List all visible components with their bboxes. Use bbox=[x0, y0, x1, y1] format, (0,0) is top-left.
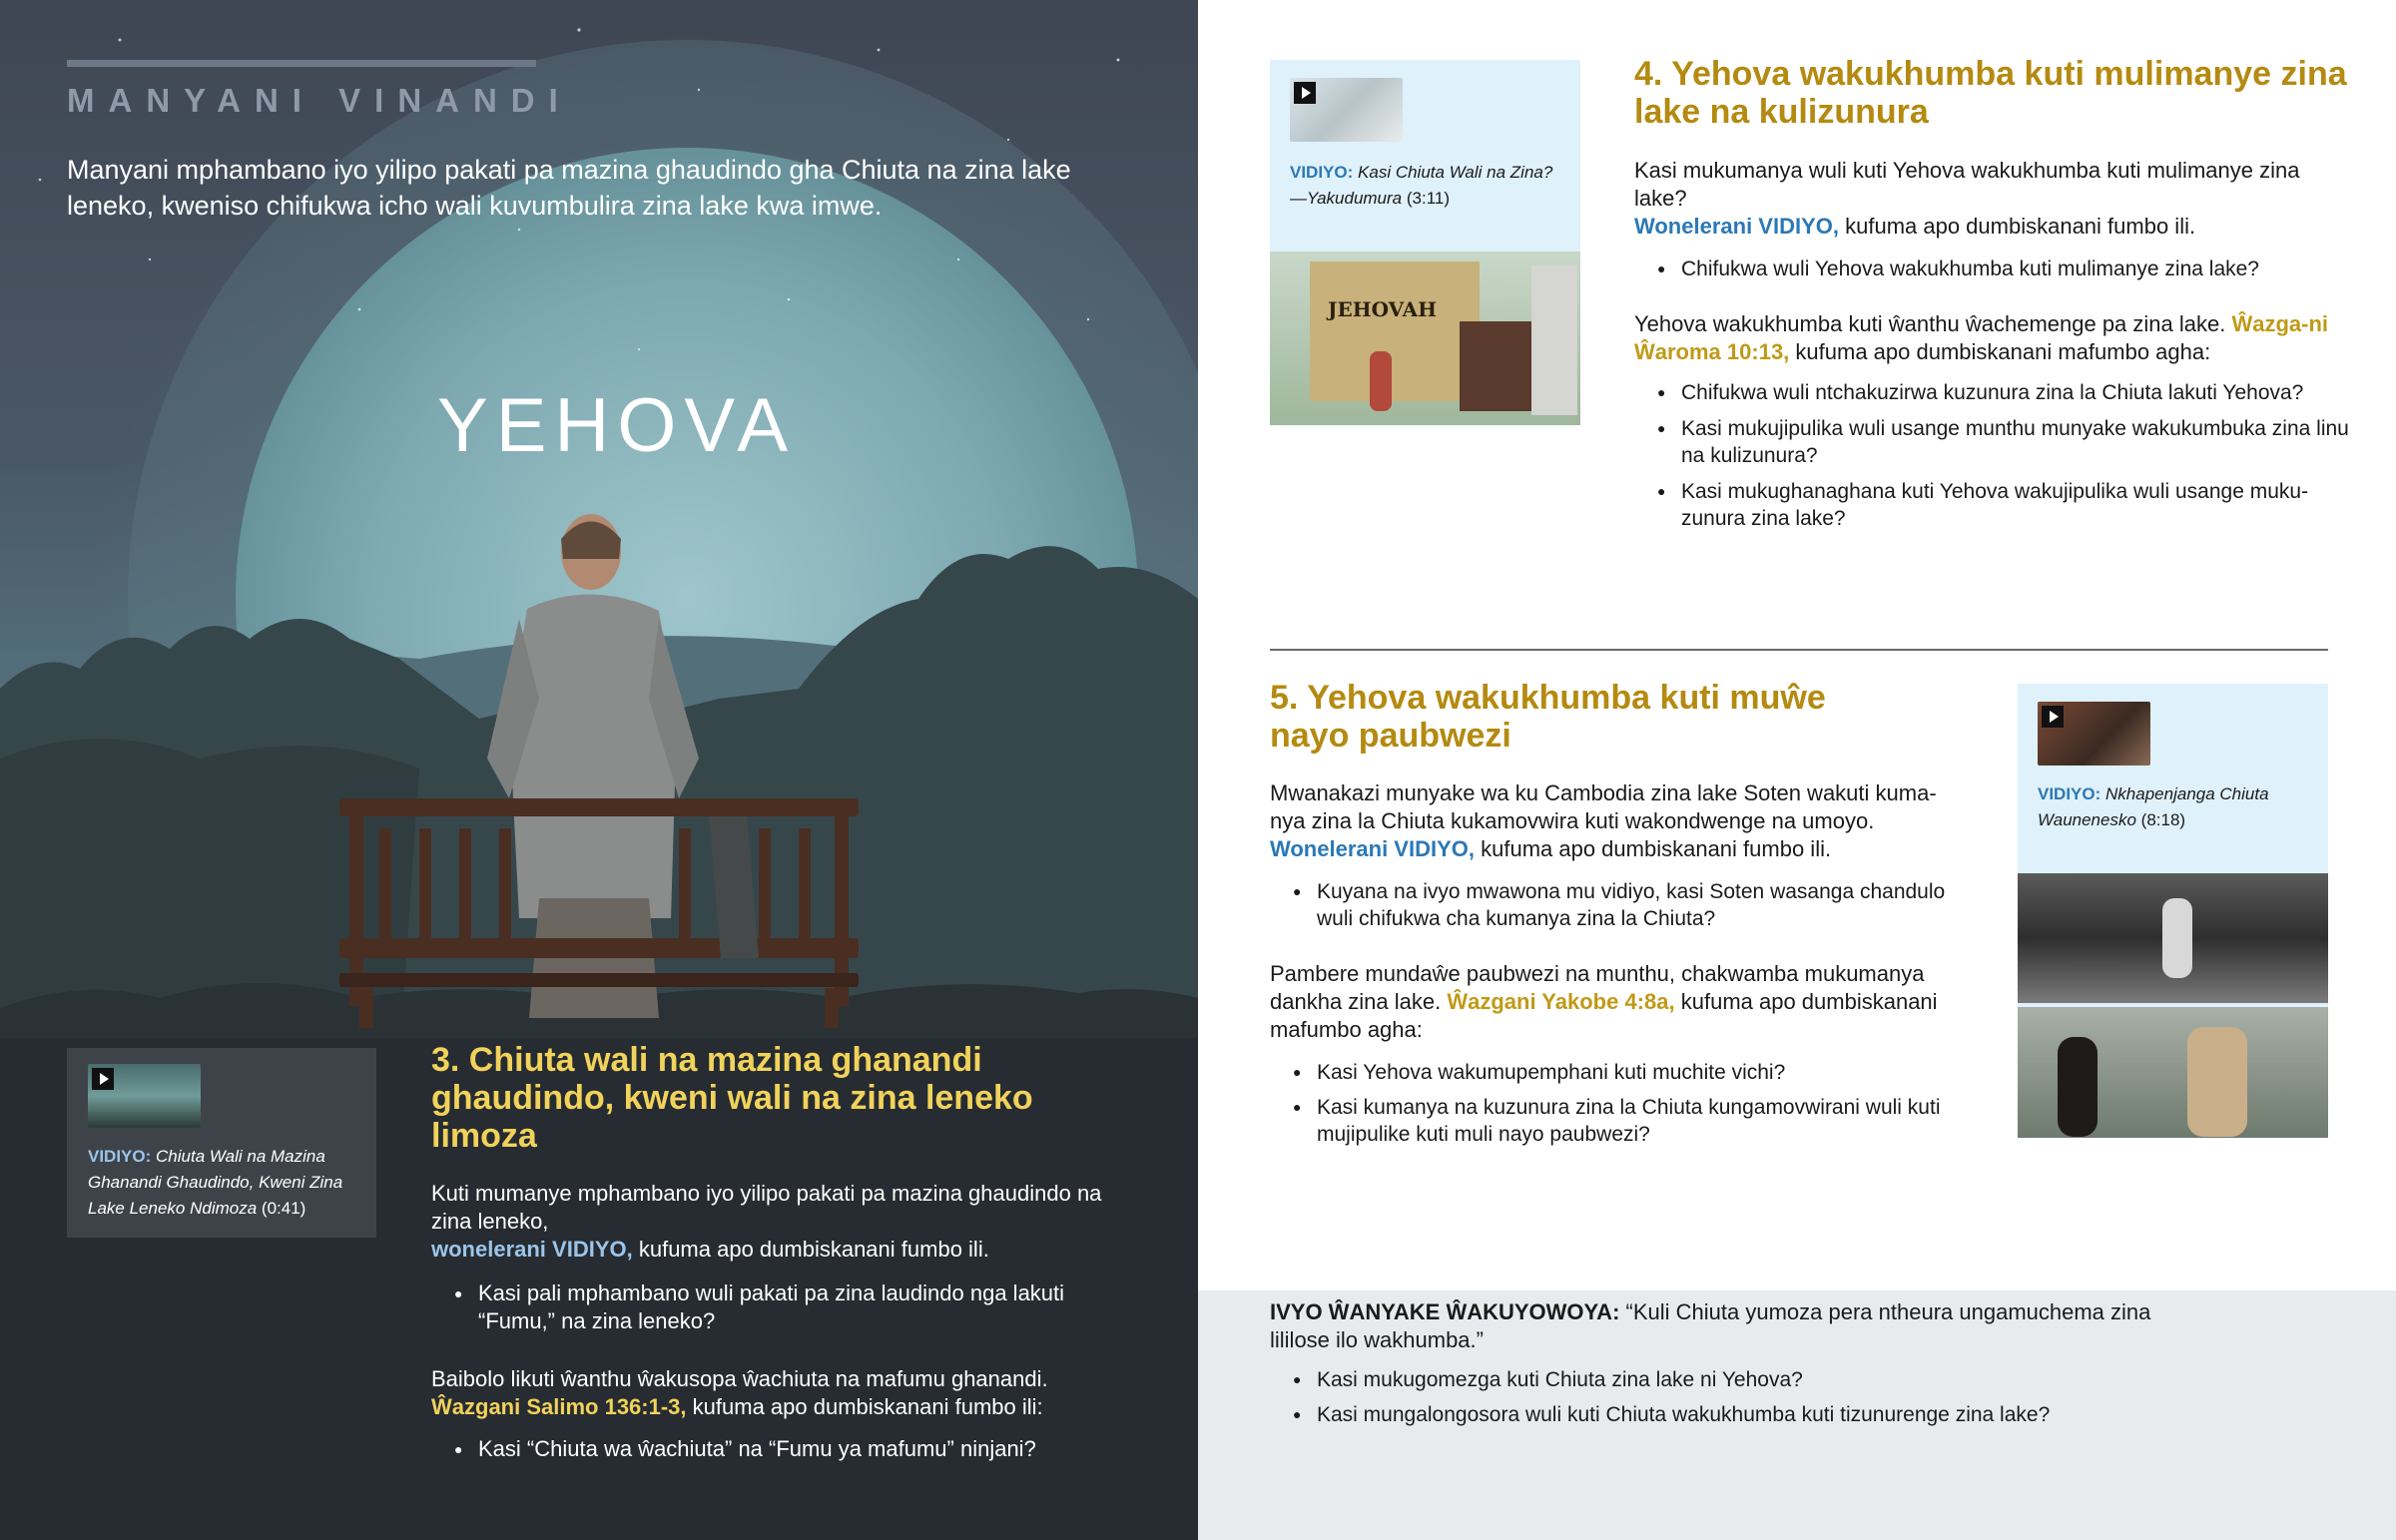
section4-title: 4. Yehova wakukhumba kuti mulimanye zina lake na kulizunura bbox=[1634, 55, 2347, 131]
section5-bullet3: ● Kasi kumanya na kuzunura zina la Chiuta kungamovwirani wuli kuti mujipulike kuti muli nayo paubwezi? bbox=[1293, 1094, 1972, 1148]
video-thumbnail[interactable] bbox=[1290, 78, 1403, 142]
section3-bullet2: ● Kasi “Chiuta wa ŵachiuta” na “Fumu ya mafumu” ninjani? bbox=[454, 1435, 1133, 1463]
video-card-section3[interactable] bbox=[67, 1048, 376, 1238]
section3-paragraph1: Kuti mumanye mphambano iyo yilipo pakati pa mazina ghaudindo na zina leneko, wonelerani VIDIYO, kufuma apo dumbiskanani fumbo ili. bbox=[431, 1181, 1102, 1262]
section4-paragraph1: Kasi mukumanya wuli kuti Yehova wakukhumba kuti mulimanye zina lake? Wonelerani VIDIYO, kufuma apo dumbiskanani fumbo ili. bbox=[1634, 158, 2300, 239]
man-figure bbox=[2187, 1027, 2247, 1137]
video-caption bbox=[1290, 160, 1569, 212]
video-thumbnail[interactable] bbox=[88, 1064, 201, 1128]
right-panel bbox=[1198, 0, 2396, 1540]
watch-video-link[interactable]: wonelerani VIDIYO, bbox=[431, 1237, 633, 1262]
play-icon[interactable] bbox=[1294, 82, 1316, 104]
video-duration: (8:18) bbox=[2140, 810, 2186, 829]
video-title[interactable]: Kasi Chiuta Wali na Zina?—Yakudumura bbox=[1290, 163, 1553, 208]
section4-paragraph2: Yehova wakukhumba kuti ŵanthu ŵachemenge pa zina lake. Ŵazga-ni Ŵaroma 10:13, kufuma apo dumbiskanani mafumbo agha: bbox=[1634, 311, 2329, 364]
section4-bullet1: ● Chifukwa wuli Yehova wakukhumba kuti mulimanye zina lake? bbox=[1657, 256, 2356, 282]
video-still-image-2 bbox=[2018, 1007, 2328, 1138]
section4-bullet2: ● Chifukwa wuli ntchakuzirwa kuzunura zina la Chiuta lakuti Yehova? bbox=[1657, 379, 2356, 406]
video-card-section4[interactable] bbox=[1270, 60, 1580, 425]
video-title[interactable]: Nkhapenjanga Chiuta Waunenesko bbox=[2038, 784, 2269, 829]
section3-paragraph2: Baibolo likuti ŵanthu ŵakusopa ŵachiuta na mafumu ghanandi. Ŵazgani Salimo 136:1-3, kufuma apo dumbiskanani fumbo ili: bbox=[431, 1366, 1048, 1419]
book bbox=[1460, 321, 1539, 411]
intro-text: Manyani mphambano iyo yilipo pakati pa mazina ghaudindo gha Chiuta na zina lake leneko, kweniso chifukwa icho wali kuvumbulira zina lake kwa imwe. bbox=[67, 155, 1071, 221]
video-card-section5[interactable] bbox=[2018, 684, 2328, 1138]
scripture-link-james[interactable]: Ŵazgani Yakobe 4:8a, bbox=[1447, 989, 1675, 1014]
section5-paragraph1: Mwanakazi munyake wa ku Cambodia zina lake Soten wakuti kuma-nya zina la Chiuta kukamovwira kuti wakondwenge na umoyo. Wonelerani VIDIYO, kufuma apo dumbiskanani fumbo ili. bbox=[1270, 780, 1937, 861]
others-say-quote: “Kuli Chiuta yumoza pera ntheura ungamuchema zina lililose ilo wakhumba.” bbox=[1270, 1299, 2151, 1352]
video-duration: (3:11) bbox=[1406, 189, 1451, 208]
section3-title: 3. Chiuta wali na mazina ghanandi ghaudindo, kweni wali na zina leneko limoza bbox=[431, 1041, 1033, 1155]
video-label: VIDIYO: bbox=[88, 1147, 152, 1166]
video-thumbnail[interactable] bbox=[2038, 702, 2150, 766]
play-icon[interactable] bbox=[2042, 706, 2064, 728]
others-say-label: IVYO ŴANYAKE ŴAKUYOWOYA: bbox=[1270, 1299, 1620, 1324]
video-label: VIDIYO: bbox=[2038, 784, 2101, 803]
video-caption bbox=[2038, 781, 2322, 833]
scripture-link-psalm[interactable]: Ŵazgani Salimo 136:1-3, bbox=[431, 1394, 687, 1419]
section-kicker: MANYANI VINANDI bbox=[67, 82, 572, 119]
section4-bullet3: ● Kasi mukujipulika wuli usange munthu munyake wakukumbuka zina linu na kulizunura? bbox=[1657, 415, 2356, 469]
video-still-image bbox=[1270, 252, 1580, 425]
video-duration: (0:41) bbox=[261, 1199, 306, 1218]
watch-video-link[interactable]: Wonelerani VIDIYO, bbox=[1270, 836, 1475, 861]
section5-bullet1: ● Kuyana na ivyo mwawona mu vidiyo, kasi Soten wasanga chandulo wuli chifukwa cha kumanya zina la Chiuta? bbox=[1293, 878, 1972, 932]
section3-bullet1: ● Kasi pali mphambano wuli pakati pa zina laudindo nga lakuti “Fumu,” na zina leneko? bbox=[454, 1280, 1133, 1335]
big-name-heading: YEHOVA bbox=[437, 383, 797, 468]
section5-bullet2: ● Kasi Yehova wakumupemphani kuti muchite vichi? bbox=[1293, 1059, 1972, 1086]
others-say-box bbox=[1198, 1290, 2396, 1540]
section-divider bbox=[1270, 649, 2328, 651]
watch-video-link[interactable]: Wonelerani VIDIYO, bbox=[1634, 214, 1839, 239]
presenter bbox=[1370, 351, 1392, 411]
top-rule bbox=[67, 60, 536, 67]
video-label: VIDIYO: bbox=[1290, 163, 1354, 182]
video-caption bbox=[88, 1144, 367, 1222]
play-icon[interactable] bbox=[92, 1068, 114, 1090]
others-say-bullet2: ● Kasi mungalongosora wuli kuti Chiuta wakukhumba kuti tizunurenge zina lake? bbox=[1293, 1401, 2191, 1428]
video-title[interactable]: Chiuta Wali na Mazina Ghanandi Ghaudindo, Kweni Zina Lake Leneko Ndimoza bbox=[88, 1147, 343, 1218]
woman-figure bbox=[2058, 1037, 2097, 1137]
bible-page bbox=[1310, 261, 1480, 401]
bible-page-text: JEHOVAH bbox=[1328, 297, 1438, 321]
others-say-text bbox=[1270, 1298, 2168, 1354]
section5-paragraph2: Pambere mundaŵe paubwezi na munthu, chakwamba mukumanya dankha zina lake. Ŵazgani Yakobe 4:8a, kufuma apo dumbiskanani mafumbo agha: bbox=[1270, 961, 1938, 1042]
book-cover bbox=[1531, 265, 1577, 415]
others-say-bullet1: ● Kasi mukugomezga kuti Chiuta zina lake ni Yehova? bbox=[1293, 1366, 2191, 1393]
video-still-image-1 bbox=[2018, 873, 2328, 1003]
woman-figure bbox=[2162, 898, 2192, 978]
section5-title: 5. Yehova wakukhumba kuti muŵe nayo paubwezi bbox=[1270, 679, 1826, 755]
section4-bullet4: ● Kasi mukughanaghana kuti Yehova wakujipulika wuli usange muku-zunura zina lake? bbox=[1657, 478, 2356, 532]
scripture-link-romans[interactable]: Ŵazga-ni Ŵaroma 10:13, bbox=[1634, 311, 2329, 364]
